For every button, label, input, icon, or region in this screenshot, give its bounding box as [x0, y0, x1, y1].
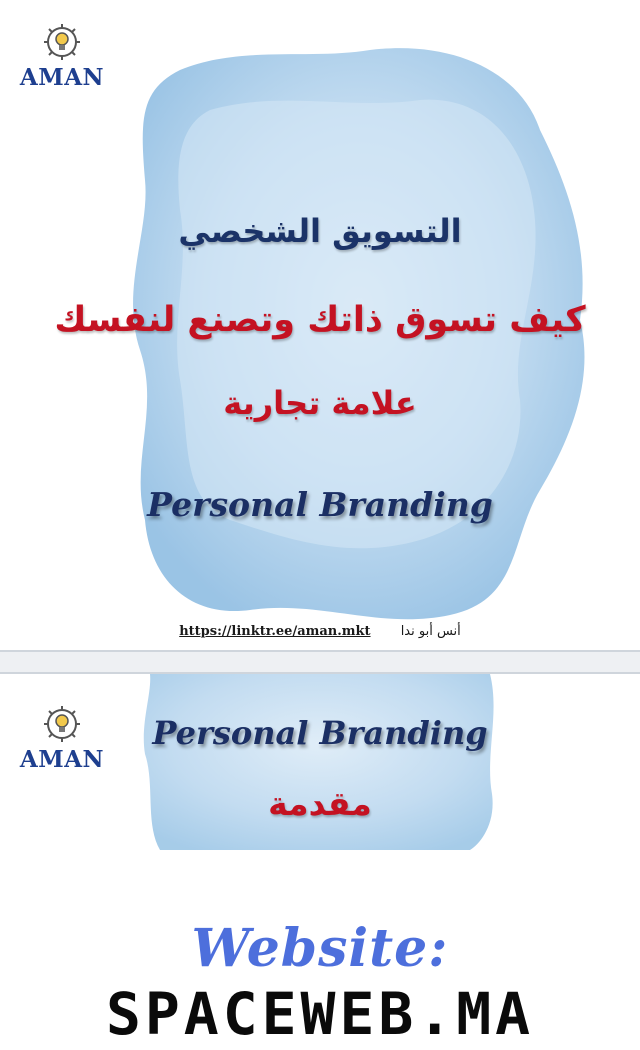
gear-lightbulb-icon: [39, 18, 85, 64]
aman-logo: [18, 18, 106, 91]
author-name: أنس أبو ندا: [400, 624, 461, 639]
watercolor-background: [140, 674, 500, 850]
logo-text: AMAN: [19, 64, 105, 91]
website-domain[interactable]: SPACEWEB.MA: [105, 980, 535, 1048]
english-subtitle: Personal Branding: [147, 485, 493, 524]
english-subtitle: Personal Branding: [152, 714, 488, 752]
logo-text: AMAN: [19, 746, 105, 773]
linktree-link[interactable]: https://linktr.ee/aman.mkt: [179, 624, 371, 639]
page-separator: [0, 650, 640, 674]
section-title: مقدمة: [268, 784, 372, 823]
title-line-2: كيف تسوق ذاتك وتصنع لنفسك: [54, 300, 586, 340]
credit-line: [0, 624, 640, 639]
title-line-3: علامة تجارية: [223, 384, 417, 422]
main-title: التسويق الشخصي: [178, 212, 462, 250]
slide-2: [0, 674, 640, 850]
website-label: Website:: [191, 918, 449, 979]
website-footer: [0, 850, 640, 1050]
